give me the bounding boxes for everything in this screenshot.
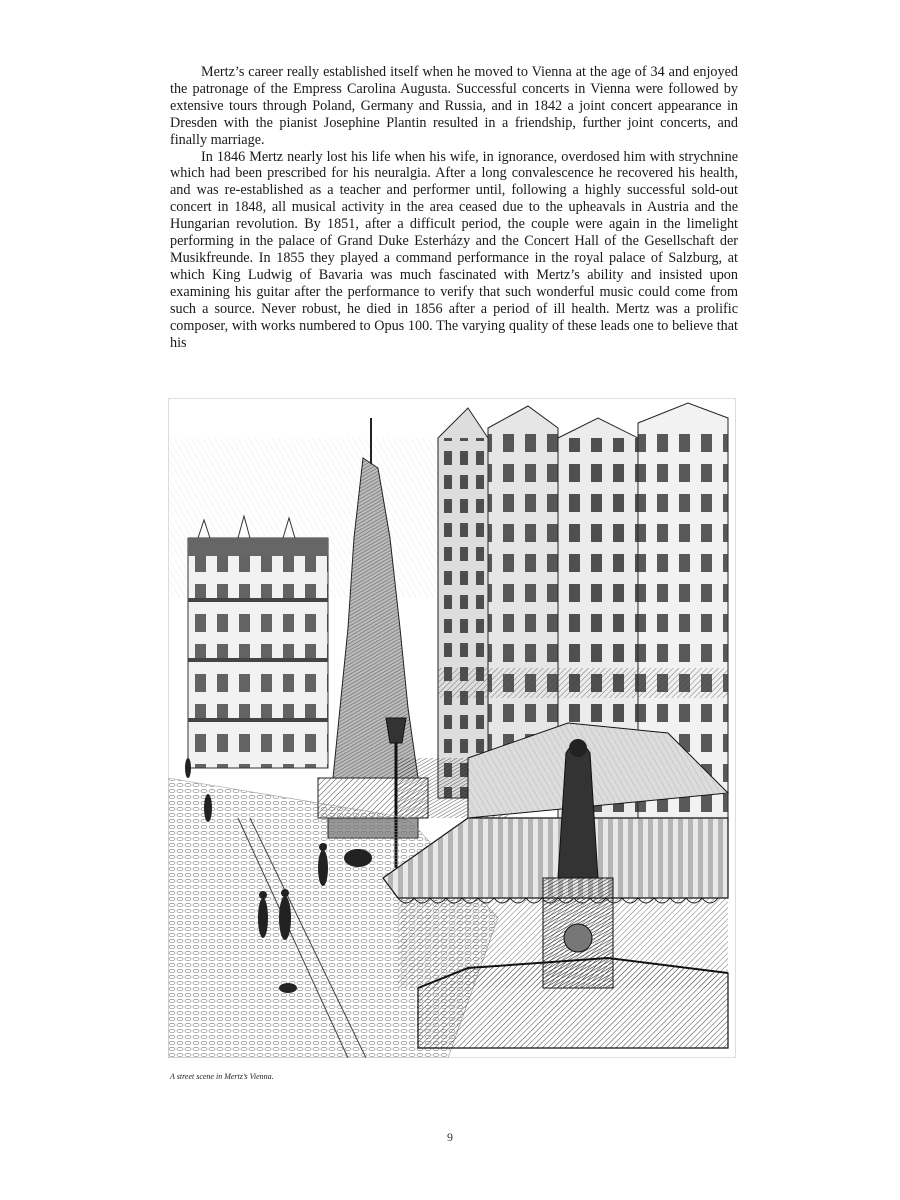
left-building xyxy=(188,516,328,768)
figure-caption: A street scene in Mertz’s Vienna. xyxy=(170,1072,274,1081)
street-scene-engraving xyxy=(168,398,736,1058)
paragraph-1: Mertz’s career really established itself when he moved to Vienna at the age of 34 and enjoyed the patronage of the Empress Carolina Augusta. Successful concerts in Vienna were followed by extensive tours through Poland, Germany and Russia, and in 1842 a joint concert appearance in Dresden with the pianist Josephine Plantin resulted in a friendship, further joint concerts, and finally marriage. xyxy=(170,64,738,148)
paragraph-2: In 1846 Mertz nearly lost his life when his wife, in ignorance, overdosed him with strychnine which had been prescribed for his neuralgia. After a long convalescence he recovered his health, and was re-established as a teacher and performer until, following a highly successful sold-out concert in 1848, all musical activity in the area ceased due to the upheavals in Austria and the Hungarian revolution. By 1851, after a difficult period, the couple were again in the limelight performing in the palace of Grand Duke Esterházy and the Concert Hall of the Gesellschaft der Musikfreunde. In 1855 they played a command performance in the royal palace of Salzburg, at which King Ludwig of Bavaria was much fascinated with Mertz’s ability and insisted upon examining his guitar after the performance to verify that such wonderful music could come from such a source. Never robust, he died in 1856 after a period of ill health. Mertz was a prolific composer, with works numbered to Opus 100. The varying quality of these leads one to believe that his xyxy=(170,148,738,351)
body-text xyxy=(170,64,738,351)
page-number: 9 xyxy=(447,1130,453,1144)
